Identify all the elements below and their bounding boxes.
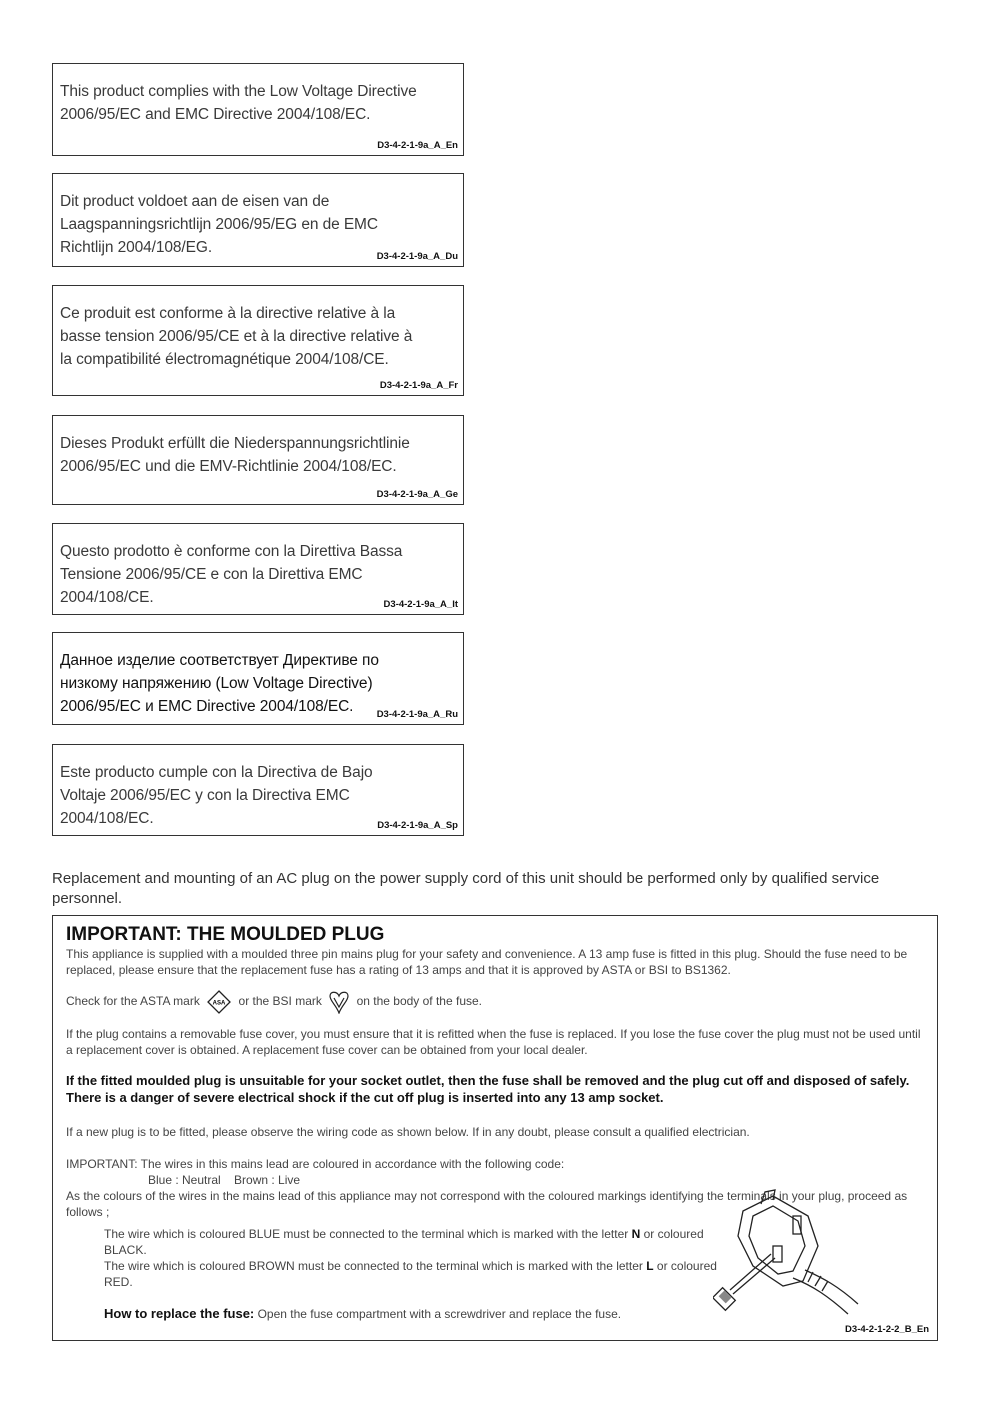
plug-para-7: As the colours of the wires in the mains lead of this appliance may not correspond with the coloured markings identifying the terminals in your plug, proceed as follows ; (66, 1189, 908, 1219)
wire-code: Blue : Neutral Brown : Live (148, 1173, 301, 1187)
moulded-plug-box (52, 915, 938, 1341)
plug-para-1: This appliance is supplied with a moulded three pin mains plug for your safety and convenience. A 13 amp fuse is fitted in this plug. Should the fuse need to be replaced, please ensure that the replacement fuse has a rating of 13 amps and that it is approved by ASTA or BSI to BS1362. (66, 947, 908, 977)
notice-code: D3-4-2-1-9a_A_It (383, 599, 458, 610)
notice-line: basse tension 2006/95/CE et à la directive relative à (60, 328, 413, 345)
notice-code: D3-4-2-1-9a_A_Du (376, 251, 458, 262)
notice-line: la compatibilité électromagnétique 2004/108/CE. (60, 351, 389, 368)
directive-notice-box (52, 744, 464, 836)
notice-line: Voltaje 2006/95/EC y con la Directiva EMC (60, 787, 350, 804)
notice-line: 2004/108/CE. (60, 589, 154, 606)
notice-line: Este producto cumple con la Directiva de Bajo (60, 764, 373, 781)
notice-code: D3-4-2-1-9a_A_En (377, 140, 458, 151)
directive-notice-box (52, 632, 464, 725)
bsi-kitemark-icon (329, 990, 349, 1014)
notice-line: 2006/95/EC und die EMV-Richtlinie 2004/108/EC. (60, 458, 397, 475)
plug-para-6: IMPORTANT: The wires in this mains lead are coloured in accordance with the following code: (66, 1157, 565, 1171)
notice-line: 2006/95/EC и EMC Directive 2004/108/EC. (60, 698, 354, 715)
notice-code: D3-4-2-1-9a_A_Fr (379, 380, 458, 391)
directive-notice-box (52, 285, 464, 396)
plug-screwdriver-illustration (713, 1186, 873, 1321)
directive-notice-box (52, 523, 464, 615)
plug-para-5: If a new plug is to be fitted, please observe the wiring code as shown below. If in any doubt, please consult a qualified electrician. (66, 1125, 750, 1139)
notice-line: Dieses Produkt erfüllt die Niederspannungsrichtlinie (60, 435, 410, 452)
brown-wire-instruction: The wire which is coloured BROWN must be connected to the terminal which is marked with the letter L or coloured RED. (104, 1259, 717, 1289)
notice-line: This product complies with the Low Voltage Directive (60, 83, 417, 100)
blue-wire-instruction: The wire which is coloured BLUE must be connected to the terminal which is marked with the letter N or coloured BLACK. (104, 1227, 704, 1257)
plug-warning: If the fitted moulded plug is unsuitable for your socket outlet, then the fuse shall be removed and the plug cut off and disposed of safely. There is a danger of severe electrical shock if the cut off plug is inserted into any 13 amp socket. (66, 1073, 910, 1105)
notice-code: D3-4-2-1-9a_A_Sp (377, 820, 458, 831)
notice-code: D3-4-2-1-9a_A_Ru (376, 709, 458, 720)
notice-code: D3-4-2-1-9a_A_Ge (376, 489, 458, 500)
notice-line: низкому напряжению (Low Voltage Directive) (60, 675, 373, 692)
plug-section-code: D3-4-2-1-2-2_B_En (845, 1324, 929, 1335)
notice-line: Ce produit est conforme à la directive relative à la (60, 305, 396, 322)
directive-notice-box (52, 415, 464, 505)
replacement-notice: Replacement and mounting of an AC plug on the power supply cord of this unit should be performed only by qualified service personnel. (52, 870, 880, 907)
asta-mark-icon (207, 990, 231, 1014)
notice-line: 2006/95/EC and EMC Directive 2004/108/EC. (60, 106, 371, 123)
fuse-instruction: How to replace the fuse: Open the fuse compartment with a screwdriver and replace the fuse. (104, 1306, 622, 1321)
notice-line: Richtlijn 2004/108/EG. (60, 239, 213, 256)
notice-line: Laagspanningsrichtlijn 2006/95/EG en de EMC (60, 216, 378, 233)
notice-line: Tensione 2006/95/CE e con la Direttiva EMC (60, 566, 363, 583)
plug-title: IMPORTANT: THE MOULDED PLUG (66, 924, 385, 945)
svg-text:ASA: ASA (212, 1000, 226, 1007)
check-marks-line: Check for the ASTA mark ASA or the BSI mark on the body of the fuse. (66, 990, 927, 1014)
directive-notice-box (52, 173, 464, 267)
notice-line: 2004/108/EC. (60, 810, 154, 827)
directive-notice-box (52, 63, 464, 156)
notice-line: Данное изделие соответствует Директиве по (60, 652, 379, 669)
notice-line: Dit product voldoet aan de eisen van de (60, 193, 330, 210)
plug-para-3: If the plug contains a removable fuse cover, you must ensure that it is refitted when the fuse is replaced. If you lose the fuse cover the plug must not be used until a replacement cover is obtained. A replacement fuse cover can be obtained from your local dealer. (66, 1027, 921, 1057)
notice-line: Questo prodotto è conforme con la Direttiva Bassa (60, 543, 403, 560)
